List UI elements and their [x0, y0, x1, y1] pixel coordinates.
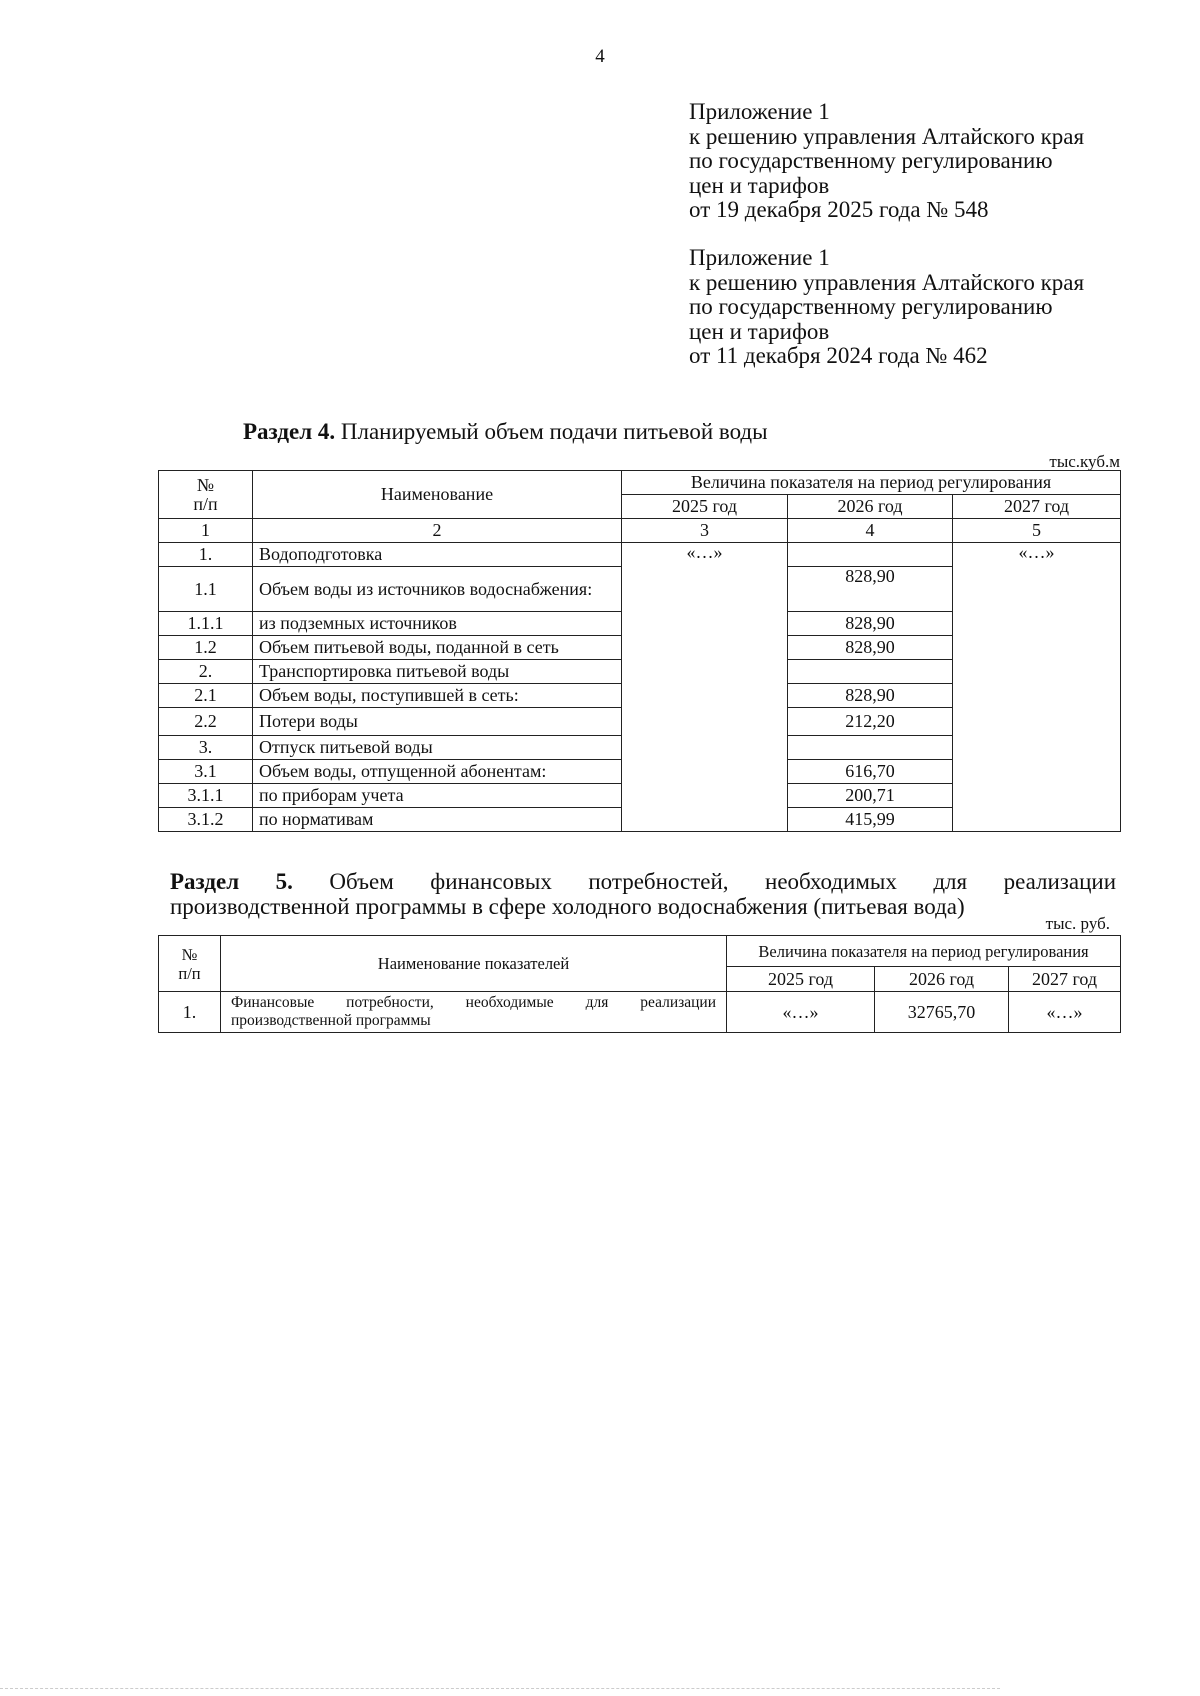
row-num: 3.1 — [159, 760, 253, 784]
row-num: 3.1.2 — [159, 808, 253, 832]
appendix-line: от 11 декабря 2024 года № 462 — [689, 343, 988, 368]
table-row — [159, 543, 1121, 567]
value-2026: 32765,70 — [875, 992, 1009, 1033]
col-number: 5 — [953, 519, 1121, 543]
col-number: 1 — [159, 519, 253, 543]
header-num: № п/п — [159, 936, 221, 992]
col-number: 3 — [622, 519, 788, 543]
row-num: 1.2 — [159, 636, 253, 660]
row-num: 1. — [159, 992, 221, 1033]
value-2025: «…» — [727, 992, 875, 1033]
row-num: 1.1 — [159, 567, 253, 612]
row-num: 1. — [159, 543, 253, 567]
row-name: Объем воды, отпущенной абонентам: — [253, 760, 622, 784]
section5-title-bold: Раздел 5. — [170, 869, 293, 894]
value-2026 — [788, 660, 953, 684]
scan-edge-line — [0, 1688, 1000, 1689]
value-2025-ellipsis: «…» — [622, 543, 788, 832]
header-period: Величина показателя на период регулирования — [727, 936, 1121, 967]
value-2026: 212,20 — [788, 708, 953, 736]
appendix-old-block — [689, 246, 1084, 369]
value-2026 — [788, 543, 953, 567]
row-name: Объем питьевой воды, поданной в сеть — [253, 636, 622, 660]
row-name: Транспортировка питьевой воды — [253, 660, 622, 684]
section4-unit: тыс.куб.м — [1049, 452, 1120, 471]
header-year-2027: 2027 год — [953, 495, 1121, 519]
value-2026: 828,90 — [788, 684, 953, 708]
section5-title-line1 — [170, 869, 1116, 894]
col-number: 4 — [788, 519, 953, 543]
value-2026: 415,99 — [788, 808, 953, 832]
section4-title-rest: Планируемый объем подачи питьевой воды — [335, 419, 768, 444]
appendix-line: цен и тарифов — [689, 318, 830, 344]
value-2026: 616,70 — [788, 760, 953, 784]
row-num: 1.1.1 — [159, 612, 253, 636]
header-year-2026: 2026 год — [788, 495, 953, 519]
row-name: из подземных источников — [253, 612, 622, 636]
table-row — [159, 992, 1121, 1033]
row-name: Водоподготовка — [253, 543, 622, 567]
header-year-2025: 2025 год — [727, 967, 875, 992]
row-num: 2.1 — [159, 684, 253, 708]
page-number: 4 — [595, 46, 605, 67]
value-2026: 828,90 — [788, 636, 953, 660]
value-2026: 828,90 — [788, 567, 953, 612]
header-year-2025: 2025 год — [622, 495, 788, 519]
header-name: Наименование — [253, 471, 622, 519]
row-num: 2. — [159, 660, 253, 684]
header-year-2027: 2027 год — [1009, 967, 1121, 992]
header-year-2026: 2026 год — [875, 967, 1009, 992]
appendix-line: к решению управления Алтайского края — [689, 123, 1085, 149]
row-num: 3. — [159, 736, 253, 760]
section4-table — [158, 470, 1121, 832]
value-2026 — [788, 736, 953, 760]
row-name: Отпуск питьевой воды — [253, 736, 622, 760]
value-2026: 828,90 — [788, 612, 953, 636]
section5-table — [158, 935, 1121, 1033]
row-name: Объем воды из источников водоснабжения: — [253, 567, 622, 612]
row-name: Объем воды, поступившей в сеть: — [253, 684, 622, 708]
header-num: № п/п — [159, 471, 253, 519]
section5-title-line2: производственной программы в сфере холодного водоснабжения (питьевая вода) — [170, 894, 965, 919]
appendix-line: Приложение 1 — [689, 245, 830, 270]
row-name: Финансовые потребности, необходимые для реализации производственной программы — [221, 992, 727, 1033]
section4-title — [243, 419, 768, 445]
row-num: 2.2 — [159, 708, 253, 736]
row-name: по приборам учета — [253, 784, 622, 808]
row-num: 3.1.1 — [159, 784, 253, 808]
appendix-line: по государственному регулированию — [689, 148, 1053, 173]
appendix-line: по государственному регулированию — [689, 294, 1053, 319]
value-2027-ellipsis: «…» — [953, 543, 1121, 832]
appendix-line: от 19 декабря 2025 года № 548 — [689, 197, 989, 222]
col-number: 2 — [253, 519, 622, 543]
appendix-new-block — [689, 100, 1084, 223]
section5-unit: тыс. руб. — [1045, 914, 1110, 933]
value-2026: 200,71 — [788, 784, 953, 808]
header-period: Величина показателя на период регулирования — [622, 471, 1121, 495]
appendix-line: к решению управления Алтайского края — [689, 269, 1085, 295]
section4-title-bold: Раздел 4. — [243, 419, 336, 444]
section5-title-rest: Объем финансовых потребностей, необходимых для реализации — [292, 869, 1117, 894]
row-name: по нормативам — [253, 808, 622, 832]
row-name: Потери воды — [253, 708, 622, 736]
appendix-line: цен и тарифов — [689, 172, 830, 198]
value-2027: «…» — [1009, 992, 1121, 1033]
appendix-line: Приложение 1 — [689, 99, 830, 124]
section5-title — [170, 869, 1116, 919]
header-name: Наименование показателей — [221, 936, 727, 992]
